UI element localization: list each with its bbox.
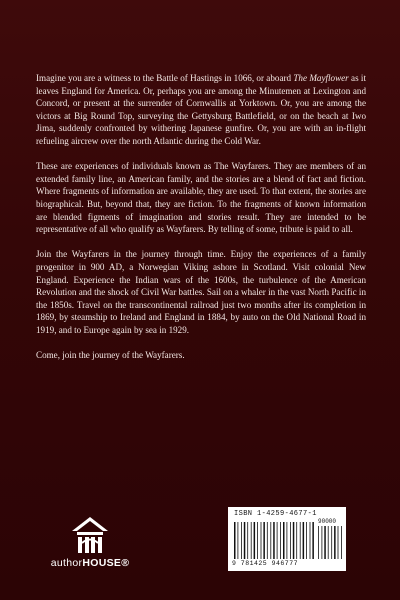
blurb-paragraph-4: Come, join the journey of the Wayfarers. — [36, 350, 185, 361]
barcode-bar — [270, 522, 271, 559]
price-code: 90000 — [318, 518, 337, 525]
blurb-paragraph-2: These are experiences of individuals known as The Wayfarers. They are members of an extended family line, an American family, and the stories are a blend of fact and fiction. Where fragments of information are available, they are used. To that extent, the stories are biographical. But, beyond that, they are fiction. To the fragments of known information are blended figments of imagination and stories result. They are intended to be representative of all who qualify as Wayfarers. By telling of some, tribute is paid to all. — [36, 161, 366, 235]
barcode-bar — [341, 526, 342, 559]
ship-name: The Mayflower — [293, 73, 349, 83]
barcode-bar — [338, 526, 339, 559]
publisher-logo — [50, 515, 130, 569]
isbn-barcode — [228, 507, 346, 571]
barcode-bar — [318, 526, 319, 559]
blurb-p1-rest: as it leaves England for America. Or, perhaps you are among the Minutemen at Lexington and Concord, or present at the surrender of Cornwallis at Yorktown. Or, you are among the victors at Big Round Top, surveying the Gettysburg Battlefield, or on the beach at Iwo Jima, suddenly confronted by withering Japanese gunfire. Or, you are with an in-flight refueling aircrew over the north Atlantic during the Cold War. — [36, 73, 366, 146]
barcode-bar — [283, 522, 285, 559]
barcode-bar — [238, 522, 239, 559]
barcode-bar — [247, 522, 248, 559]
barcode-bar — [331, 526, 332, 559]
barcode-bar — [261, 522, 262, 559]
barcode-bar — [234, 522, 236, 559]
barcode-bar — [267, 522, 268, 559]
blurb-paragraph-3: Join the Wayfarers in the journey through time. Enjoy the experiences of a family progenitor in 900 AD, a Norwegian Viking ashore in Scotland. Visit colonial New England. Experience the Indian wars of the 1600s, the turbulence of the American Revolution and the shock of Civil War battles. Sail on a whaler in the vast North Pacific in the 1850s. Travel on the transcontinental railroad just two months after its completion in 1869, by steamship to Ireland and England in 1884, by auto on the Old National Road in 1919, and to Europe again by sea in 1929. — [36, 249, 366, 335]
barcode-bar — [290, 522, 291, 559]
price-addon-bars — [318, 526, 342, 559]
blurb-paragraph-1 — [36, 72, 366, 148]
barcode-bar — [306, 522, 307, 559]
barcode-bar — [322, 526, 323, 559]
publisher-name-part2: HOUSE — [82, 557, 122, 569]
barcode-bar — [310, 522, 311, 559]
barcode-bar — [244, 522, 246, 559]
barcode-bar — [277, 522, 278, 559]
authorhouse-logo-icon — [69, 515, 111, 555]
ean-barcode-bars — [234, 522, 314, 559]
blurb-text — [36, 72, 366, 362]
barcode-bar — [303, 522, 305, 559]
registered-mark: ® — [121, 557, 130, 569]
barcode-bar — [251, 522, 252, 559]
barcode-bar — [280, 522, 281, 559]
publisher-name-part1: author — [50, 557, 83, 569]
barcode-bar — [293, 522, 295, 559]
barcode-bar — [296, 522, 297, 559]
isbn-label: ISBN 1-4259-4677-1 — [234, 510, 317, 518]
barcode-bar — [287, 522, 288, 559]
barcode-bar — [324, 526, 326, 559]
barcode-bar — [263, 522, 265, 559]
barcode-bar — [254, 522, 256, 559]
barcode-bar — [334, 526, 336, 559]
barcode-bar — [257, 522, 258, 559]
ean-digits: 9 781425 946777 — [232, 560, 299, 567]
barcode-bar — [241, 522, 242, 559]
barcode-bar — [273, 522, 275, 559]
barcode-bar — [328, 526, 329, 559]
barcode-bar — [312, 522, 314, 559]
blurb-p1-lead: Imagine you are a witness to the Battle of Hastings in 1066, or aboard — [36, 73, 294, 83]
publisher-name — [50, 557, 130, 569]
barcode-bar — [300, 522, 301, 559]
